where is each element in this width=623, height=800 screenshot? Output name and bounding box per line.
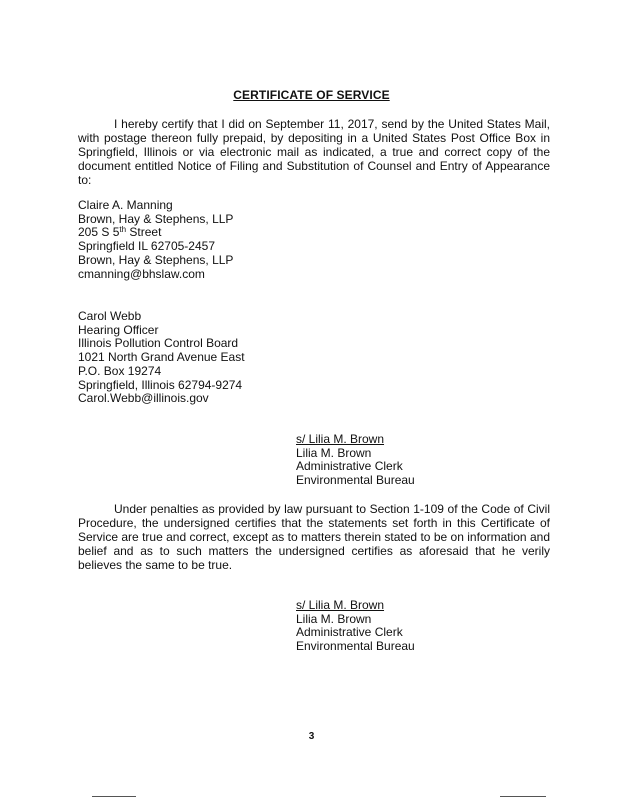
scan-edge-mark-right [500, 796, 546, 797]
street-name: Street [126, 225, 162, 240]
recipient-firm-repeat: Brown, Hay & Stephens, LLP [78, 252, 234, 267]
recipient-address-2 [78, 310, 245, 406]
electronic-signature: s/ Lilia M. Brown [296, 432, 385, 446]
signer-title: Administrative Clerk [296, 459, 403, 474]
street-ordinal-suffix: th [119, 225, 127, 235]
electronic-signature: s/ Lilia M. Brown [296, 598, 385, 612]
recipient-email: cmanning@bhslaw.com [78, 266, 205, 281]
recipient-organization: Illinois Pollution Control Board [78, 336, 239, 351]
recipient-address-1 [78, 199, 233, 281]
recipient-email: Carol.Webb@illinois.gov [78, 391, 209, 406]
signer-title: Administrative Clerk [296, 625, 403, 640]
recipient-name: Claire A. Manning [78, 198, 173, 212]
document-title: CERTIFICATE OF SERVICE [233, 88, 390, 102]
signer-name: Lilia M. Brown [296, 611, 372, 626]
recipient-title: Hearing Officer [78, 322, 159, 337]
recipient-po-box: P.O. Box 19274 [78, 363, 162, 378]
page-number: 3 [308, 731, 315, 742]
signature-block-1 [296, 433, 415, 488]
penalty-paragraph: Under penalties as provided by law pursuant to Section 1-109 of the Code of Civil Procedure, the undersigned certifies that the statements set forth in this Certificate of Service are true and correct, except as to matters therein stated to be on information and belief and as to such matters the undersigned certifies as aforesaid that he verily believes the same to be true. [78, 502, 550, 572]
recipient-name: Carol Webb [78, 309, 142, 323]
signer-department: Environmental Bureau [296, 473, 415, 488]
intro-paragraph: I hereby certify that I did on September 11, 2017, send by the United States Mail, with postage thereon fully prepaid, by depositing in a United States Post Office Box in Springfield, Illinois or via electronic mail as indicated, a true and correct copy of the document entitled Notice of Filing and Substitution of Counsel and Entry of Appearance to: [78, 117, 550, 187]
signature-block-2 [296, 599, 415, 654]
scan-edge-mark-left [92, 796, 136, 797]
recipient-city-state-zip: Springfield IL 62705-2457 [78, 239, 215, 254]
recipient-firm: Brown, Hay & Stephens, LLP [78, 211, 234, 226]
street-number: 205 S 5 [78, 225, 120, 240]
recipient-street: 1021 North Grand Avenue East [78, 350, 245, 365]
recipient-street [78, 226, 233, 240]
signer-name: Lilia M. Brown [296, 445, 372, 460]
signer-department: Environmental Bureau [296, 639, 415, 654]
recipient-city-state-zip: Springfield, Illinois 62794-9274 [78, 377, 243, 392]
